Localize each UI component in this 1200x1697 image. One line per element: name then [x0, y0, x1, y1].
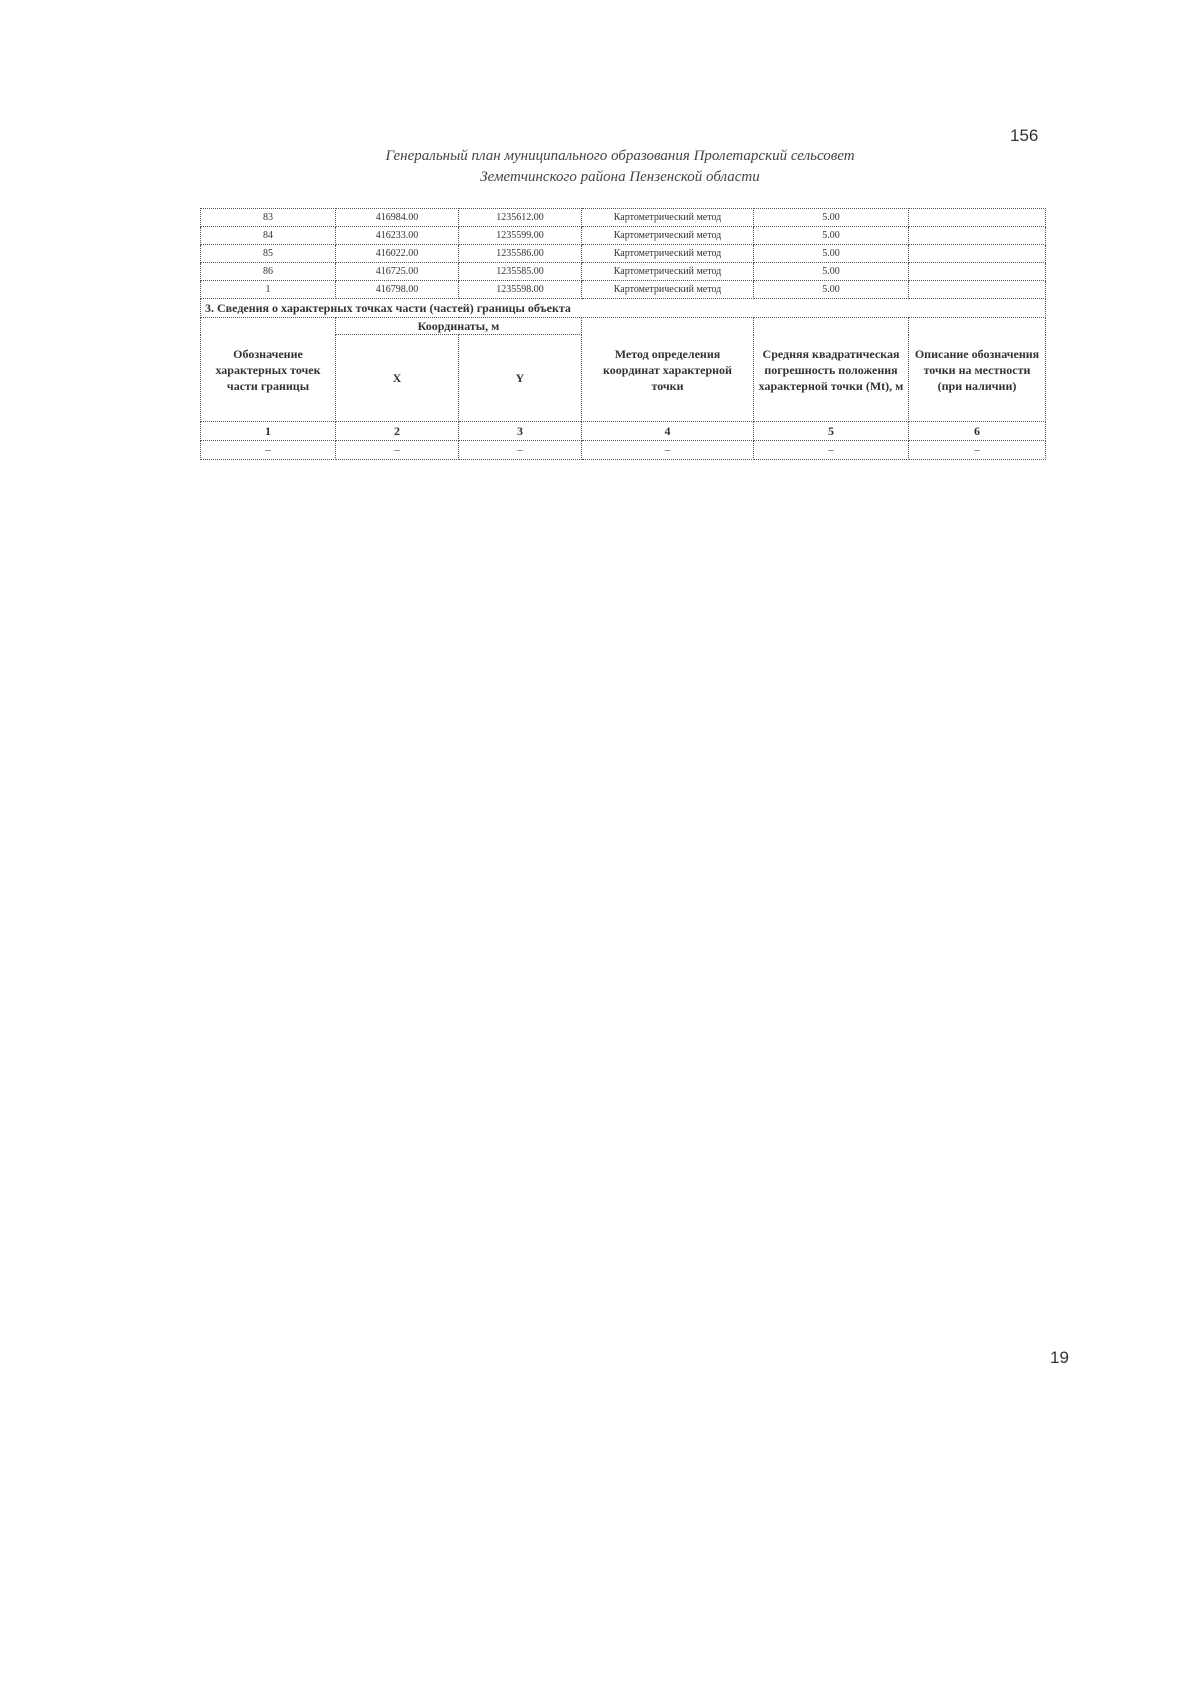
accuracy-cell: 5.00: [754, 281, 909, 299]
method-cell: Картометрический метод: [582, 245, 754, 263]
x-cell: 416725.00: [336, 263, 459, 281]
point-cell: 1: [201, 281, 336, 299]
table-row: [201, 227, 1046, 245]
point-cell: 85: [201, 245, 336, 263]
method-cell: Картометрический метод: [582, 263, 754, 281]
column-number: 6: [909, 422, 1046, 441]
y-cell: 1235598.00: [459, 281, 582, 299]
y-cell: 1235612.00: [459, 209, 582, 227]
header-description: Описание обозначения точки на местности (при наличии): [909, 318, 1046, 422]
point-cell: 83: [201, 209, 336, 227]
table-row: [201, 209, 1046, 227]
page-number-bottom: 19: [1050, 1348, 1069, 1367]
header-line-1: Генеральный план муниципального образования Пролетарский сельсовет: [385, 148, 855, 164]
header-coordinates: Координаты, м: [336, 318, 582, 335]
x-cell: 416798.00: [336, 281, 459, 299]
section-3-title: 3. Сведения о характерных точках части (частей) границы объекта: [201, 299, 1046, 318]
accuracy-cell: 5.00: [754, 245, 909, 263]
header-accuracy: Средняя квадратическая погрешность положения характерной точки (Mt), м: [754, 318, 909, 422]
description-cell: [909, 281, 1046, 299]
description-cell: [909, 263, 1046, 281]
empty-cell: –: [459, 441, 582, 460]
table-row: [201, 263, 1046, 281]
column-number: 5: [754, 422, 909, 441]
boundary-points-table: [200, 208, 1046, 460]
description-cell: [909, 209, 1046, 227]
header-line-2: Земетчинского района Пензенской области: [480, 169, 760, 185]
x-cell: 416233.00: [336, 227, 459, 245]
column-number: 2: [336, 422, 459, 441]
table-row: [201, 245, 1046, 263]
description-cell: [909, 245, 1046, 263]
empty-data-row: [201, 441, 1046, 460]
x-cell: 416984.00: [336, 209, 459, 227]
method-cell: Картометрический метод: [582, 227, 754, 245]
header-row-1: [201, 318, 1046, 335]
column-number: 4: [582, 422, 754, 441]
x-cell: 416022.00: [336, 245, 459, 263]
point-cell: 84: [201, 227, 336, 245]
accuracy-cell: 5.00: [754, 209, 909, 227]
point-cell: 86: [201, 263, 336, 281]
empty-cell: –: [201, 441, 336, 460]
header-x: X: [336, 335, 459, 422]
y-cell: 1235586.00: [459, 245, 582, 263]
empty-cell: –: [909, 441, 1046, 460]
y-cell: 1235585.00: [459, 263, 582, 281]
column-numbers-row: [201, 422, 1046, 441]
accuracy-cell: 5.00: [754, 263, 909, 281]
column-number: 1: [201, 422, 336, 441]
method-cell: Картометрический метод: [582, 281, 754, 299]
header-y: Y: [459, 335, 582, 422]
empty-cell: –: [754, 441, 909, 460]
empty-cell: –: [582, 441, 754, 460]
document-header: [200, 146, 1040, 188]
header-point-designation: Обозначение характерных точек части границы: [201, 318, 336, 422]
description-cell: [909, 227, 1046, 245]
y-cell: 1235599.00: [459, 227, 582, 245]
header-method: Метод определения координат характерной точки: [582, 318, 754, 422]
accuracy-cell: 5.00: [754, 227, 909, 245]
section-title-row: [201, 299, 1046, 318]
empty-cell: –: [336, 441, 459, 460]
page-number-top: 156: [1010, 126, 1039, 145]
method-cell: Картометрический метод: [582, 209, 754, 227]
table-row: [201, 281, 1046, 299]
column-number: 3: [459, 422, 582, 441]
